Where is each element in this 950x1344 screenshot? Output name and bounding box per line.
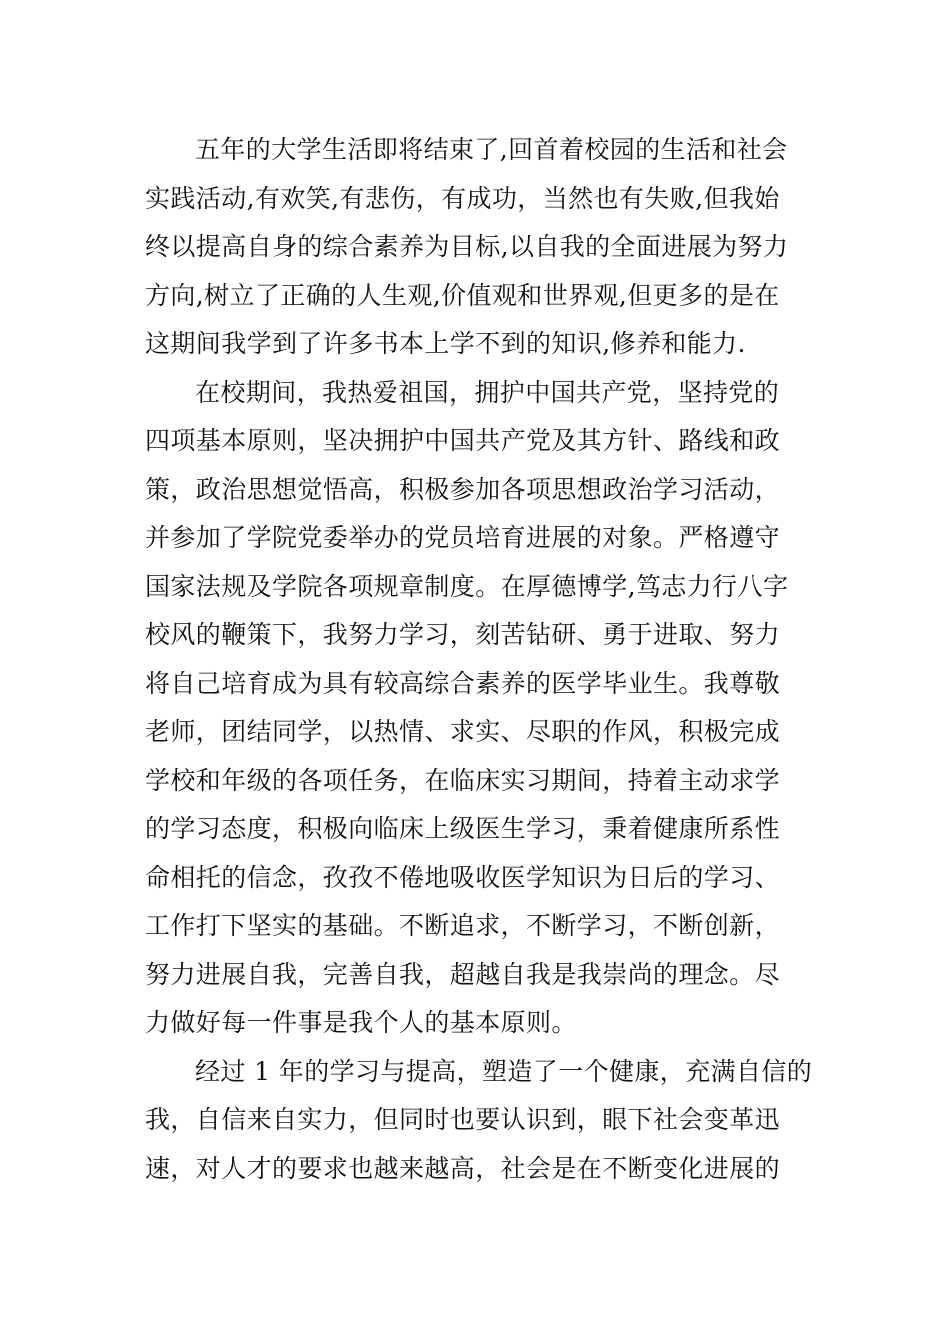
text-line: 老师，团结同学，以热情、求实、尽职的作风，积极完成 [145, 717, 781, 746]
text-line: 力做好每一件事是我个人的基本原则。 [145, 1008, 577, 1037]
text-line: 速，对人才的要求也越来越高，社会是在不断变化进展的 [145, 1153, 781, 1183]
text-line: 经过 1 年的学习与提高，塑造了一个健康，充满自信的 [195, 1056, 813, 1086]
text-line: 的学习态度，积极向临床上级医生学习，秉着健康所系性 [145, 814, 781, 843]
text-line: 我，自信来自实力，但同时也要认识到，眼下社会变革迅 [145, 1105, 781, 1134]
text-line: 努力进展自我，完善自我，超越自我是我崇尚的理念。尽 [145, 959, 781, 989]
text-line: 国家法规及学院各项规章制度。在厚德博学,笃志力行八字 [145, 571, 789, 601]
text-line: 实践活动,有欢笑,有悲伤，有成功，当然也有失败,但我始 [145, 183, 780, 213]
paragraph-3 [145, 1048, 813, 1194]
text-line: 五年的大学生活即将结束了,回首着校园的生活和社会 [195, 135, 788, 164]
paragraph-2 [145, 369, 810, 1048]
text-line: 这期间我学到了许多书本上学不到的知识,修养和能力. [145, 329, 746, 358]
text-line: 命相托的信念，孜孜不倦地吸收医学知识为日后的学习、 [145, 862, 781, 892]
text-line: 并参加了学院党委举办的党员培育进展的对象。严格遵守 [145, 523, 781, 552]
text-line: 四项基本原则，坚决拥护中国共产党及其方针、路线和政 [145, 426, 781, 455]
text-line: 校风的鞭策下，我努力学习，刻苦钻研、勇于进取、努力 [145, 620, 781, 649]
text-line: 工作打下坚实的基础。不断追求，不断学习，不断创新， [145, 911, 781, 940]
text-line: 学校和年级的各项任务，在临床实习期间，持着主动求学 [145, 765, 781, 795]
document-body [145, 126, 813, 1193]
text-line: 方向,树立了正确的人生观,价值观和世界观,但更多的是在 [145, 280, 780, 310]
text-line: 将自己培育成为具有较高综合素养的医学毕业生。我尊敬 [145, 668, 781, 698]
text-line: 在校期间，我热爱祖国，拥护中国共产党，坚持党的 [195, 377, 780, 407]
text-line: 终以提高自身的综合素养为目标,以自我的全面进展为努力 [145, 232, 789, 261]
text-line: 策，政治思想觉悟高，积极参加各项思想政治学习活动， [145, 474, 781, 504]
paragraph-1 [145, 126, 810, 369]
